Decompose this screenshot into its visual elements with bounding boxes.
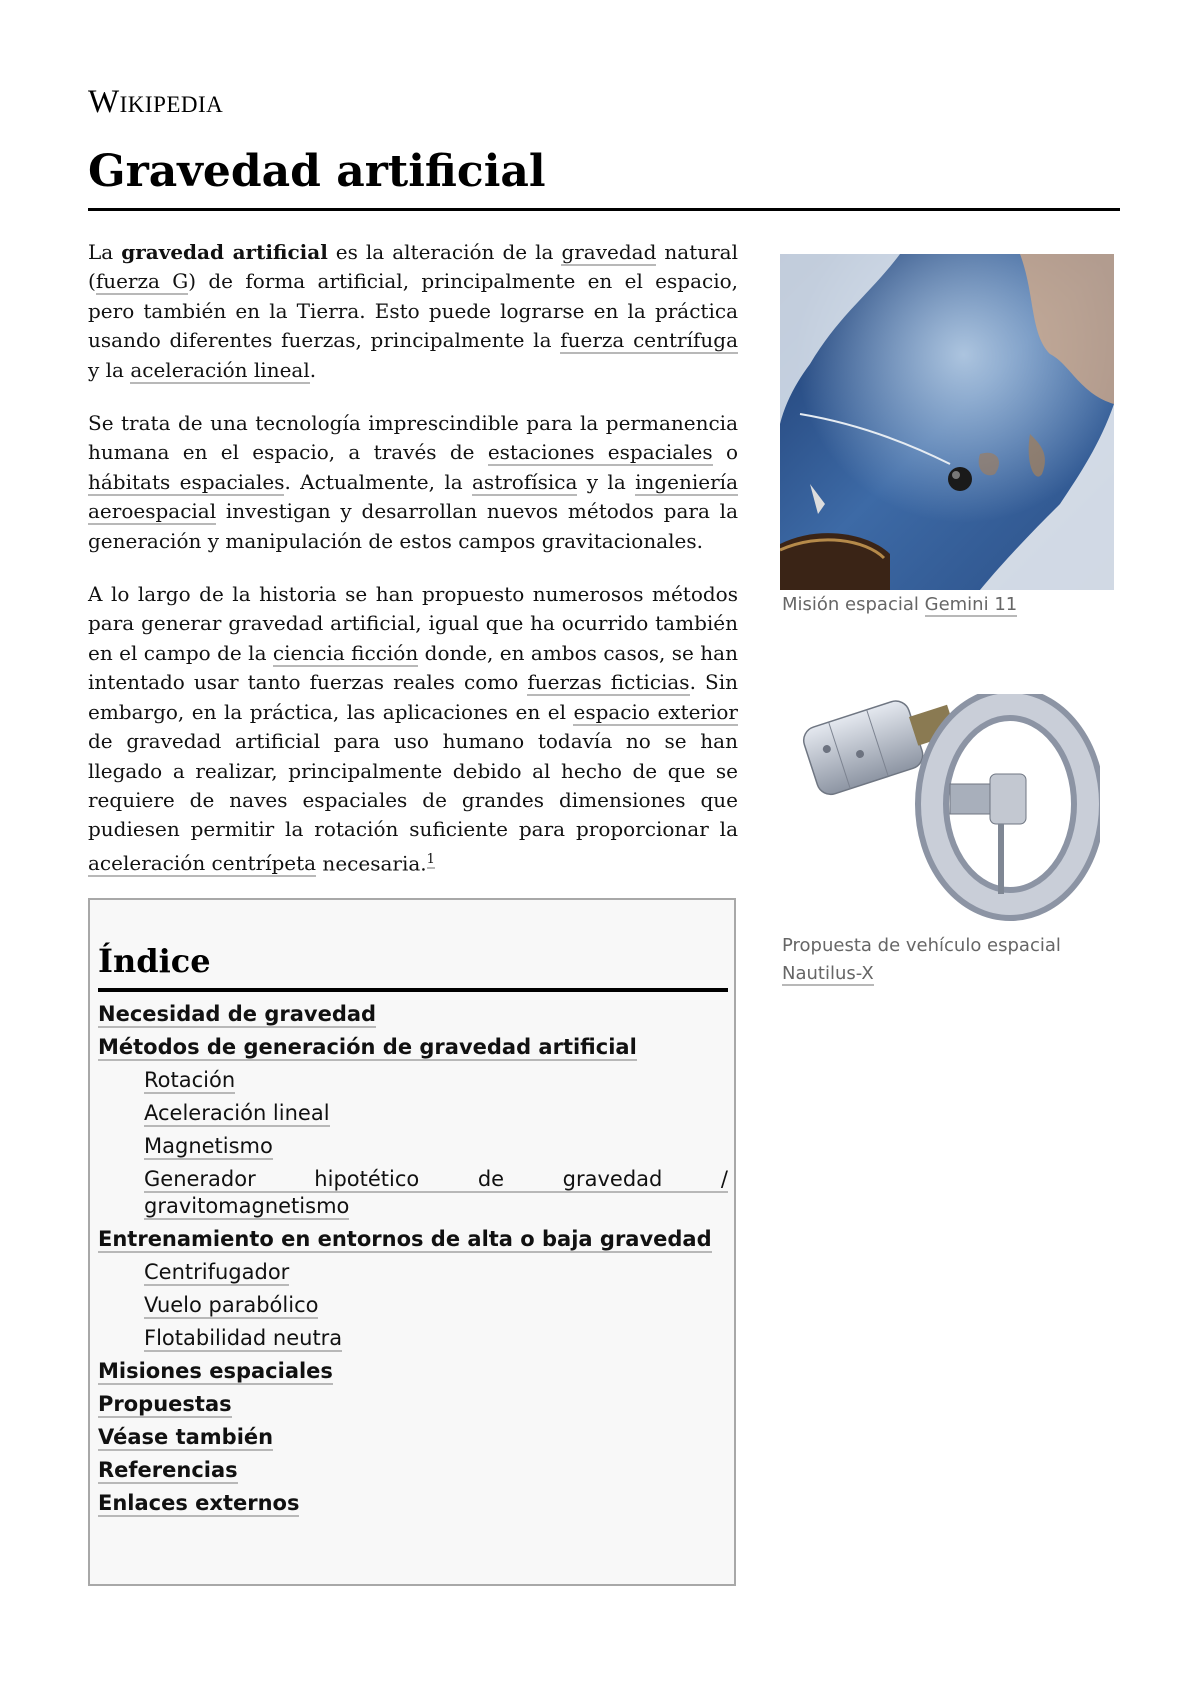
toc-link[interactable]: Misiones espaciales <box>98 1359 333 1383</box>
toc-entry <box>98 1000 728 1028</box>
table-of-contents <box>88 898 736 1586</box>
link-aceleracion-centripeta[interactable]: aceleración centrípeta <box>88 851 317 876</box>
toc-entry <box>98 1489 728 1517</box>
link-fuerzas-ficticias[interactable]: fuerzas ficticias <box>527 670 690 695</box>
text: Se trata de una tecnología imprescindible para la permanencia humana en el espacio, a través de <box>88 411 738 465</box>
text: necesaria. <box>316 851 427 876</box>
link-estaciones-espaciales[interactable]: estaciones espaciales <box>487 440 713 465</box>
toc-subentry <box>144 1259 728 1286</box>
link-nautilus-x[interactable]: Nautilus-X <box>782 963 874 984</box>
text: A lo largo de la historia se han propuesto numerosos métodos para generar gravedad artificial, igual que ha ocurrido también en el campo de la <box>88 582 738 665</box>
toc-sublink[interactable]: Vuelo parabólico <box>144 1293 319 1317</box>
toc-section <box>98 1033 728 1220</box>
link-fuerza-centrifuga[interactable]: fuerza centrífuga <box>560 328 738 353</box>
link-espacio-exterior[interactable]: espacio exterior <box>573 699 738 724</box>
toc-link[interactable]: Enlaces externos <box>98 1491 300 1515</box>
toc-section <box>98 1423 728 1451</box>
caption-text: Propuesta de vehículo espacial <box>782 935 1061 956</box>
text: de gravedad artificial para uso humano todavía no se han llegado a realizar, principalmente debido al hecho de que se requiere de naves espaciales de grandes dimensiones que pudiesen permitir la rotación suficiente para proporcionar la <box>88 729 738 842</box>
link-fuerza-g[interactable]: fuerza G <box>95 269 189 294</box>
toc-section <box>98 1489 728 1517</box>
toc-sublink[interactable]: Magnetismo <box>144 1134 273 1158</box>
toc-sublink[interactable]: Flotabilidad neutra <box>144 1326 343 1350</box>
gemini-11-photo[interactable] <box>780 254 1114 590</box>
toc-entry <box>98 1033 728 1061</box>
bold-term: gravedad artificial <box>121 240 328 264</box>
toc-divider <box>98 988 728 992</box>
link-aceleracion-lineal[interactable]: aceleración lineal <box>130 357 310 382</box>
link-gemini-11[interactable]: Gemini 11 <box>924 594 1018 615</box>
text: ) de forma artificial, principalmente en el espacio, pero también en la Tierra. Esto puede lograrse en la práctica usando diferentes fuerzas, principalmente la <box>88 269 738 353</box>
link-ciencia-ficcion[interactable]: ciencia ficción <box>272 640 419 665</box>
toc-entry <box>98 1456 728 1484</box>
link-ingenieria-aeroespacial[interactable]: ingeniería aeroespacial <box>88 469 739 524</box>
toc-link[interactable]: Referencias <box>98 1458 238 1482</box>
toc-section <box>98 1225 728 1352</box>
nautilus-x-render[interactable] <box>800 694 1100 924</box>
link-astrofisica[interactable]: astrofísica <box>472 469 578 494</box>
toc-section <box>98 1456 728 1484</box>
link-gravedad[interactable]: gravedad <box>561 240 657 264</box>
toc-subentry <box>144 1166 728 1220</box>
text: natural ( <box>88 240 739 294</box>
text: es la alteración de la <box>327 240 562 264</box>
toc-section <box>98 1000 728 1028</box>
toc-entry <box>98 1357 728 1385</box>
text: donde, en ambos casos, se han intentado usar tanto fuerzas reales como <box>88 640 738 695</box>
paragraph-2 <box>88 409 738 556</box>
text: La <box>88 240 122 264</box>
toc-title: Índice <box>98 942 211 980</box>
toc-link[interactable]: Necesidad de gravedad <box>98 1002 377 1026</box>
toc-link[interactable]: Véase también <box>98 1425 274 1449</box>
text: y la <box>577 469 636 494</box>
title-divider <box>88 208 1120 211</box>
toc-subentry <box>144 1133 728 1160</box>
text: y la <box>88 357 131 382</box>
text: . <box>309 357 317 382</box>
text: . Sin embargo, en la práctica, las aplicaciones en el <box>88 670 738 724</box>
toc-entry <box>98 1225 728 1253</box>
toc-sublink[interactable]: Centrifugador <box>144 1260 290 1284</box>
toc-sublink[interactable]: Rotación <box>144 1068 236 1092</box>
toc-link[interactable]: Propuestas <box>98 1392 232 1416</box>
reference-1[interactable]: 1 <box>426 851 435 867</box>
toc-section <box>98 1357 728 1385</box>
toc-link[interactable]: Entrenamiento en entornos de alta o baja gravedad <box>98 1227 712 1251</box>
paragraph-1 <box>88 238 738 385</box>
toc-link[interactable]: Métodos de generación de gravedad artificial <box>98 1035 637 1059</box>
toc-subentry <box>144 1067 728 1094</box>
toc-subentry <box>144 1100 728 1127</box>
text: o <box>712 440 738 465</box>
toc-sublink[interactable]: Generador hipotético de gravedad / gravitomagnetismo <box>144 1167 728 1218</box>
toc-entry <box>98 1423 728 1451</box>
toc-list <box>98 1000 728 1522</box>
toc-sublink[interactable]: Aceleración lineal <box>144 1101 330 1125</box>
link-habitats-espaciales[interactable]: hábitats espaciales <box>88 469 285 494</box>
figure-caption-2 <box>782 932 1112 988</box>
paragraph-3 <box>88 580 738 879</box>
toc-entry <box>98 1390 728 1418</box>
article-body <box>88 238 738 903</box>
toc-section <box>98 1390 728 1418</box>
wikipedia-logo[interactable]: Wikipedia <box>88 84 224 120</box>
page-title: Gravedad artificial <box>88 146 546 197</box>
figure-caption-1 <box>782 594 1112 615</box>
toc-subentry <box>144 1292 728 1319</box>
toc-subentry <box>144 1325 728 1352</box>
text: investigan y desarrollan nuevos métodos para la generación y manipulación de estos campos gravitacionales. <box>88 499 738 553</box>
caption-text: Misión espacial <box>782 594 925 615</box>
text: . Actualmente, la <box>284 469 472 494</box>
